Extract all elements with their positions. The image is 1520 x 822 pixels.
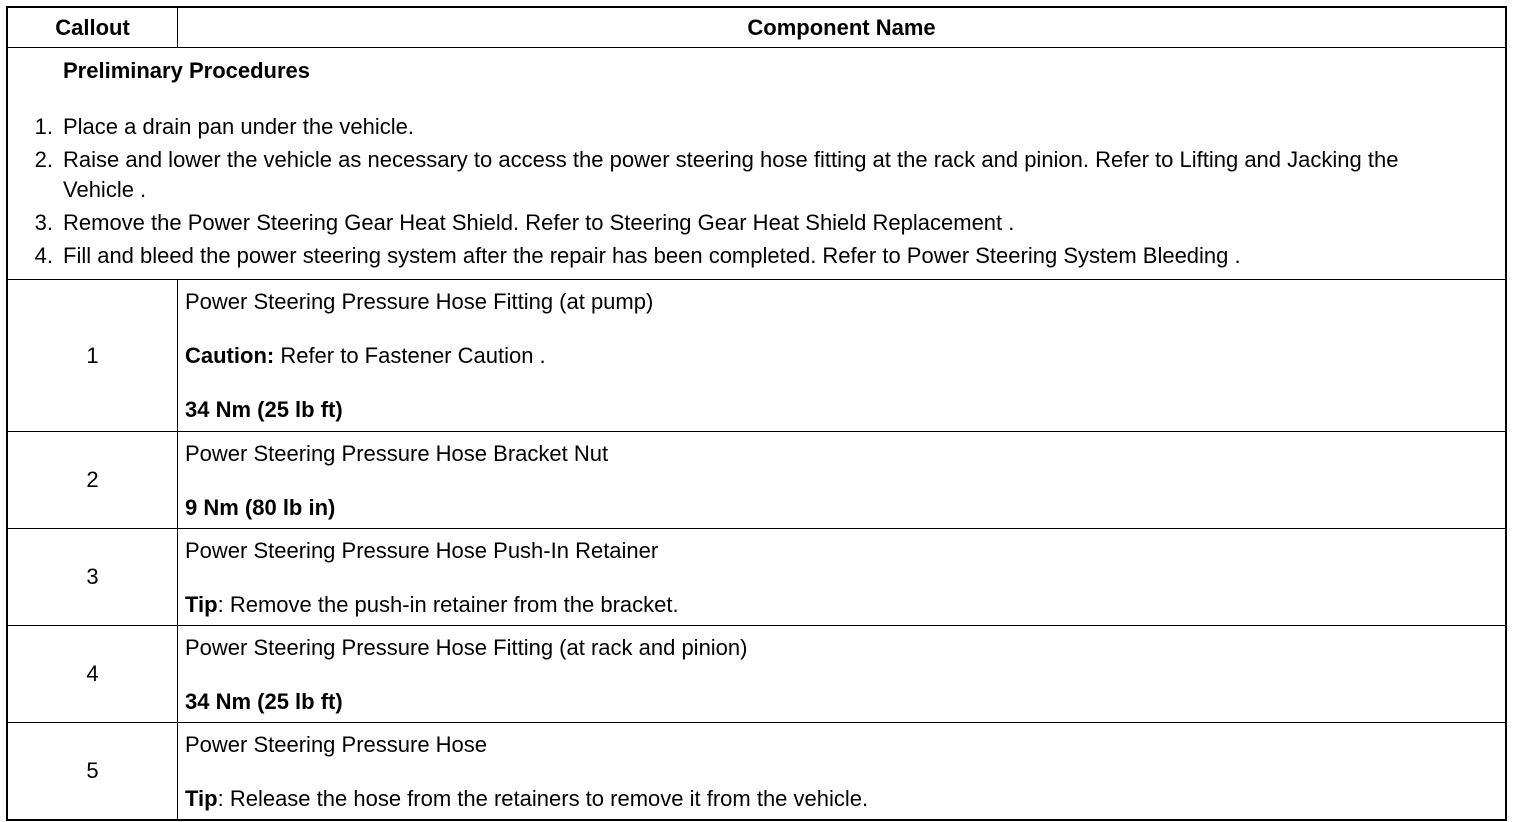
preliminary-steps	[8, 112, 1505, 271]
note-label: Tip	[185, 786, 218, 811]
caution-note	[185, 342, 1497, 370]
note-label: Tip	[185, 592, 218, 617]
component-table	[6, 6, 1507, 821]
callout-number: 4	[7, 626, 178, 723]
tip-note	[185, 591, 1497, 619]
torque-spec	[185, 396, 1497, 424]
callout-number: 1	[7, 280, 178, 432]
component-name: Power Steering Pressure Hose Push-In Retainer	[185, 538, 659, 563]
step-number: 3.	[34, 210, 53, 235]
step-number: 4.	[34, 243, 53, 268]
component-name-header: Component Name	[178, 7, 1507, 48]
table-row	[7, 280, 1506, 432]
component-name: Power Steering Pressure Hose Fitting (at pump)	[185, 289, 654, 314]
note-text: : Remove the push-in retainer from the bracket.	[217, 592, 679, 617]
table-header-row	[7, 7, 1506, 48]
tip-note	[185, 785, 1497, 813]
component-description	[178, 432, 1507, 529]
step-text: Raise and lower the vehicle as necessary to access the power steering hose fitting at the rack and pinion. Refer to Lifting and Jacking the Vehicle .	[63, 147, 1399, 202]
component-description	[178, 280, 1507, 432]
component-name: Power Steering Pressure Hose	[185, 732, 488, 757]
component-description	[178, 723, 1507, 820]
table-row	[7, 626, 1506, 723]
note-label: Caution:	[185, 343, 275, 368]
component-description	[178, 529, 1507, 626]
torque-value: 34 Nm (25 lb ft)	[185, 689, 343, 714]
callout-number: 2	[7, 432, 178, 529]
component-name: Power Steering Pressure Hose Bracket Nut	[185, 441, 609, 466]
torque-spec	[185, 688, 1497, 716]
step-number: 1.	[34, 114, 53, 139]
list-item	[8, 241, 1505, 271]
step-text: Fill and bleed the power steering system after the repair has been completed. Refer to Power Steering System Bleeding .	[63, 243, 1241, 268]
table-row	[7, 723, 1506, 820]
component-name: Power Steering Pressure Hose Fitting (at rack and pinion)	[185, 635, 748, 660]
component-description	[178, 626, 1507, 723]
torque-value: 34 Nm (25 lb ft)	[185, 397, 343, 422]
note-text: : Release the hose from the retainers to remove it from the vehicle.	[217, 786, 869, 811]
torque-value: 9 Nm (80 lb in)	[185, 495, 336, 520]
list-item	[8, 145, 1505, 205]
list-item	[8, 112, 1505, 142]
table-row	[7, 432, 1506, 529]
callout-number: 3	[7, 529, 178, 626]
callout-number: 5	[7, 723, 178, 820]
table-row	[7, 529, 1506, 626]
note-text: Refer to Fastener Caution .	[274, 343, 546, 368]
preliminary-row	[7, 48, 1506, 280]
step-text: Place a drain pan under the vehicle.	[63, 114, 415, 139]
callout-header: Callout	[7, 7, 178, 48]
preliminary-title: Preliminary Procedures	[63, 58, 311, 83]
step-text: Remove the Power Steering Gear Heat Shield. Refer to Steering Gear Heat Shield Replacement .	[63, 210, 1015, 235]
list-item	[8, 208, 1505, 238]
preliminary-procedures	[7, 48, 1506, 280]
step-number: 2.	[34, 147, 53, 172]
torque-spec	[185, 494, 1497, 522]
